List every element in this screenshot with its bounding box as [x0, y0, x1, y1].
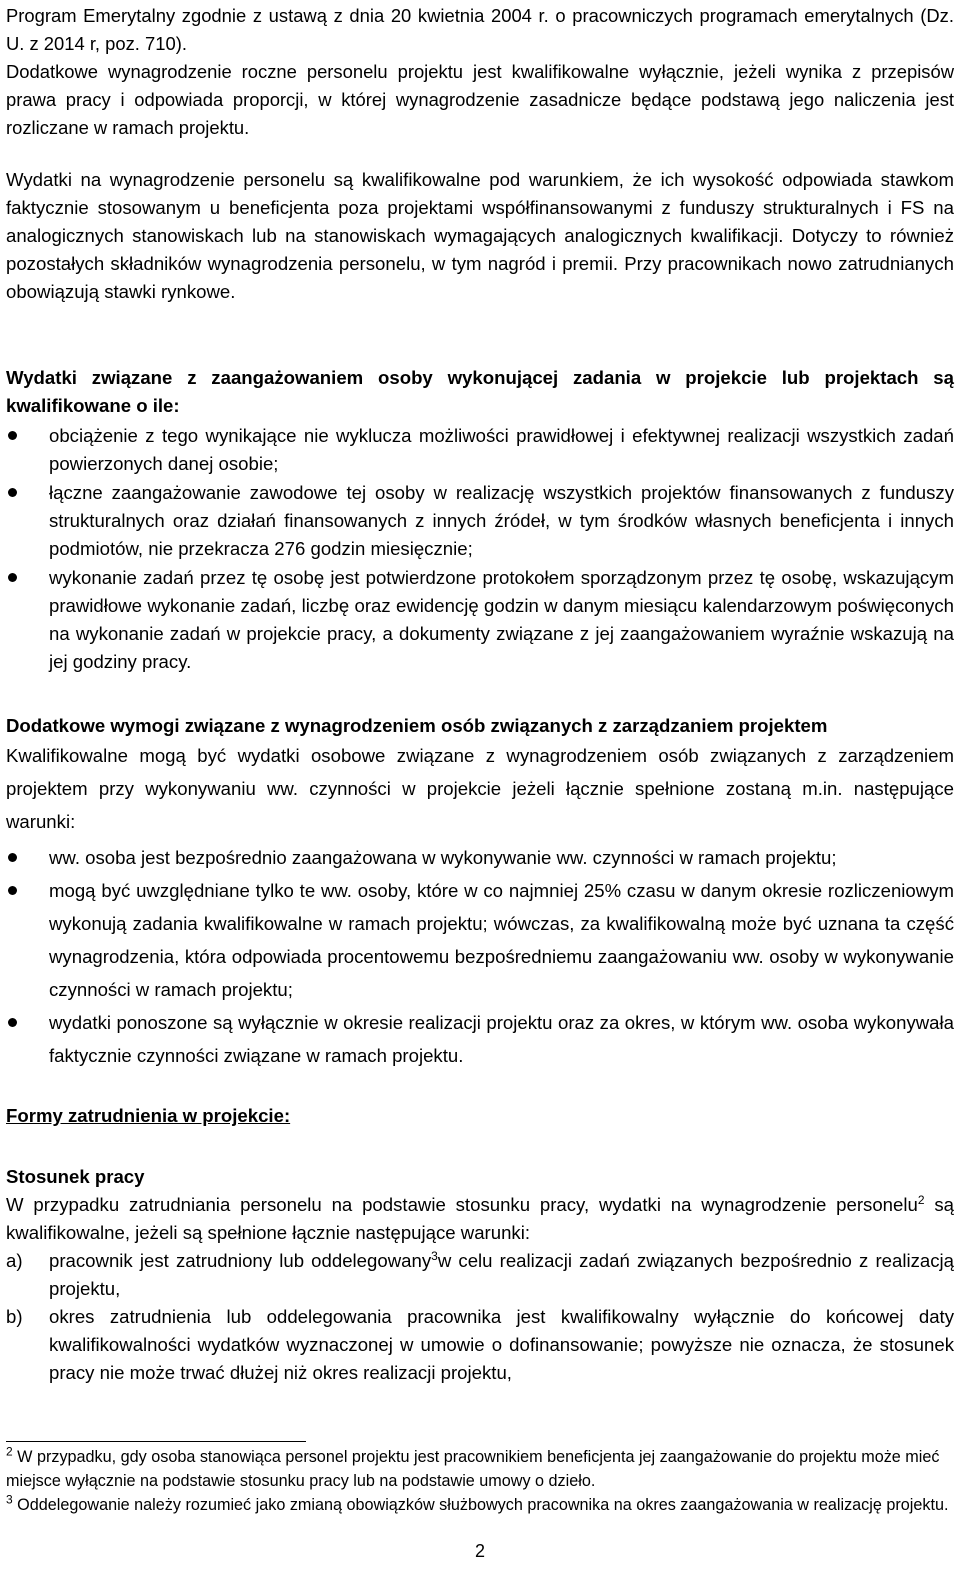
bullet-icon	[8, 853, 17, 862]
list-marker: a)	[6, 1250, 23, 1271]
management-list	[6, 841, 954, 1072]
footnote-ref: 3	[431, 1248, 438, 1263]
employment-heading: Stosunek pracy	[6, 1166, 145, 1187]
list-item: ww. osoba jest bezpośrednio zaangażowana w wykonywanie ww. czynności w ramach projektu;	[6, 841, 954, 874]
management-intro: Kwalifikowalne mogą być wydatki osobowe związane z wynagrodzeniem osób związanych z zarządzeniem projektem przy wykonywaniu ww. czynności w projekcie jeżeli łącznie spełnione zostaną m.in. następujące warunki:	[6, 745, 954, 832]
pension-program-text: Program Emerytalny zgodnie z ustawą z dnia 20 kwietnia 2004 r. o pracowniczych programach emerytalnych (Dz. U. z 2014 r, poz. 710).	[6, 5, 954, 54]
employment-section	[6, 1163, 954, 1387]
list-item: łączne zaangażowanie zawodowe tej osoby w realizację wszystkich projektów finansowanych z funduszy strukturalnych oraz działań finansowanych z innych źródeł, w tym środków własnych beneficjenta i innych podmiotów, nie przekracza 276 godzin miesięcznie;	[6, 479, 954, 563]
employment-forms-heading: Formy zatrudnienia w projekcie:	[6, 1105, 291, 1126]
list-item: mogą być uwzględniane tylko te ww. osoby, które w co najmniej 25% czasu w danym okresie rozliczeniowym wykonują zadania kwalifikowalne w ramach projektu; wówczas, za kwalifikowalną może być uznana ta część wynagrodzenia, która odpowiada procentowemu bezpośredniemu zaangażowaniu ww. osoby w wykonywanie czynności w ramach projektu;	[6, 874, 954, 1006]
intro-block	[6, 2, 954, 142]
list-item: b) okres zatrudnienia lub oddelegowania pracownika jest kwalifikowalny wyłącznie do końcowej daty kwalifikowalności wydatków wyznaczonej w umowie o dofinansowanie; powyższe nie oznacza, że stosunek pracy nie może trwać dłużej niż okres realizacji projektu,	[6, 1303, 954, 1387]
employment-intro: W przypadku zatrudniania personelu na podstawie stosunku pracy, wydatki na wynagrodzenie personelu$^2$ są kwalifikowalne, jeżeli są spełnione łącznie następujące warunki:	[6, 1192, 954, 1243]
footnotes	[6, 1445, 954, 1517]
list-item: wykonanie zadań przez tę osobę jest potwierdzone protokołem sporządzonym przez tę osobę, wskazującym prawidłowe wykonanie zadań, liczbę oraz ewidencję godzin w danym miesiącu kalendarzowym poświęconych na wykonanie zadań w projekcie pracy, a dokumenty związane z jej zaangażowaniem wyraźnie wskazują na jej godziny pracy.	[6, 564, 954, 676]
footnote-number: 2	[6, 1444, 13, 1459]
employment-conditions-list	[6, 1247, 954, 1387]
list-item: obciążenie z tego wynikające nie wyklucza możliwości prawidłowej i efektywnej realizacji wszystkich zadań powierzonych danej osobie;	[6, 422, 954, 478]
bullet-icon	[8, 886, 17, 895]
footnote: $^2$ W przypadku, gdy osoba stanowiąca personel projektu jest pracownikiem beneficjenta jej zaangażowanie do projektu może mieć miejsce wyłącznie na podstawie stosunku pracy lub na podstawie umowy o dzieło.	[6, 1444, 940, 1490]
engagement-heading: Wydatki związane z zaangażowaniem osoby wykonującej zadania w projekcie lub projektach są kwalifikowane o ile:	[6, 367, 954, 416]
footnote: $^3$ Oddelegowanie należy rozumieć jako zmianą obowiązków służbowych pracownika na okres zaangażowania w realizację projektu.	[6, 1492, 949, 1514]
bullet-icon	[8, 1018, 17, 1027]
bullet-icon	[8, 573, 17, 582]
footnote-ref: 2	[917, 1192, 925, 1207]
engagement-section	[6, 364, 954, 676]
list-item: wydatki ponoszone są wyłącznie w okresie realizacji projektu oraz za okres, w którym ww. osoba wykonywała faktycznie czynności związane w ramach projektu.	[6, 1006, 954, 1072]
list-item: a) pracownik jest zatrudniony lub oddelegowany$^3$w celu realizacji zadań związanych bezpośrednio z realizacją projektu,	[6, 1248, 954, 1299]
salary-eligibility-paragraph: Wydatki na wynagrodzenie personelu są kwalifikowalne pod warunkiem, że ich wysokość odpowiada stawkom faktycznie stosowanym u beneficjenta poza projektami współfinansowanymi z funduszy strukturalnych i FS na analogicznych stanowiskach lub na stanowiskach wymagających analogicznych kwalifikacji. Dotyczy to również pozostałych składników wynagrodzenia personelu, w tym nagród i premii. Przy pracownikach nowo zatrudnianych obowiązują stawki rynkowe.	[6, 169, 954, 302]
management-section	[6, 712, 954, 1072]
engagement-list	[6, 422, 954, 676]
management-heading: Dodatkowe wymogi związane z wynagrodzeniem osób związanych z zarządzaniem projektem	[6, 715, 828, 736]
annual-bonus-text: Dodatkowe wynagrodzenie roczne personelu projektu jest kwalifikowalne wyłącznie, jeżeli wynika z przepisów prawa pracy i odpowiada proporcji, w której wynagrodzenie zasadnicze będące podstawą jego naliczenia jest rozliczane w ramach projektu.	[6, 61, 954, 138]
bullet-icon	[8, 488, 17, 497]
page-number: 2	[474, 1541, 485, 1561]
bullet-icon	[8, 431, 17, 440]
list-marker: b)	[6, 1306, 23, 1327]
footnote-number: 3	[6, 1492, 13, 1507]
footnote-separator	[6, 1441, 306, 1442]
